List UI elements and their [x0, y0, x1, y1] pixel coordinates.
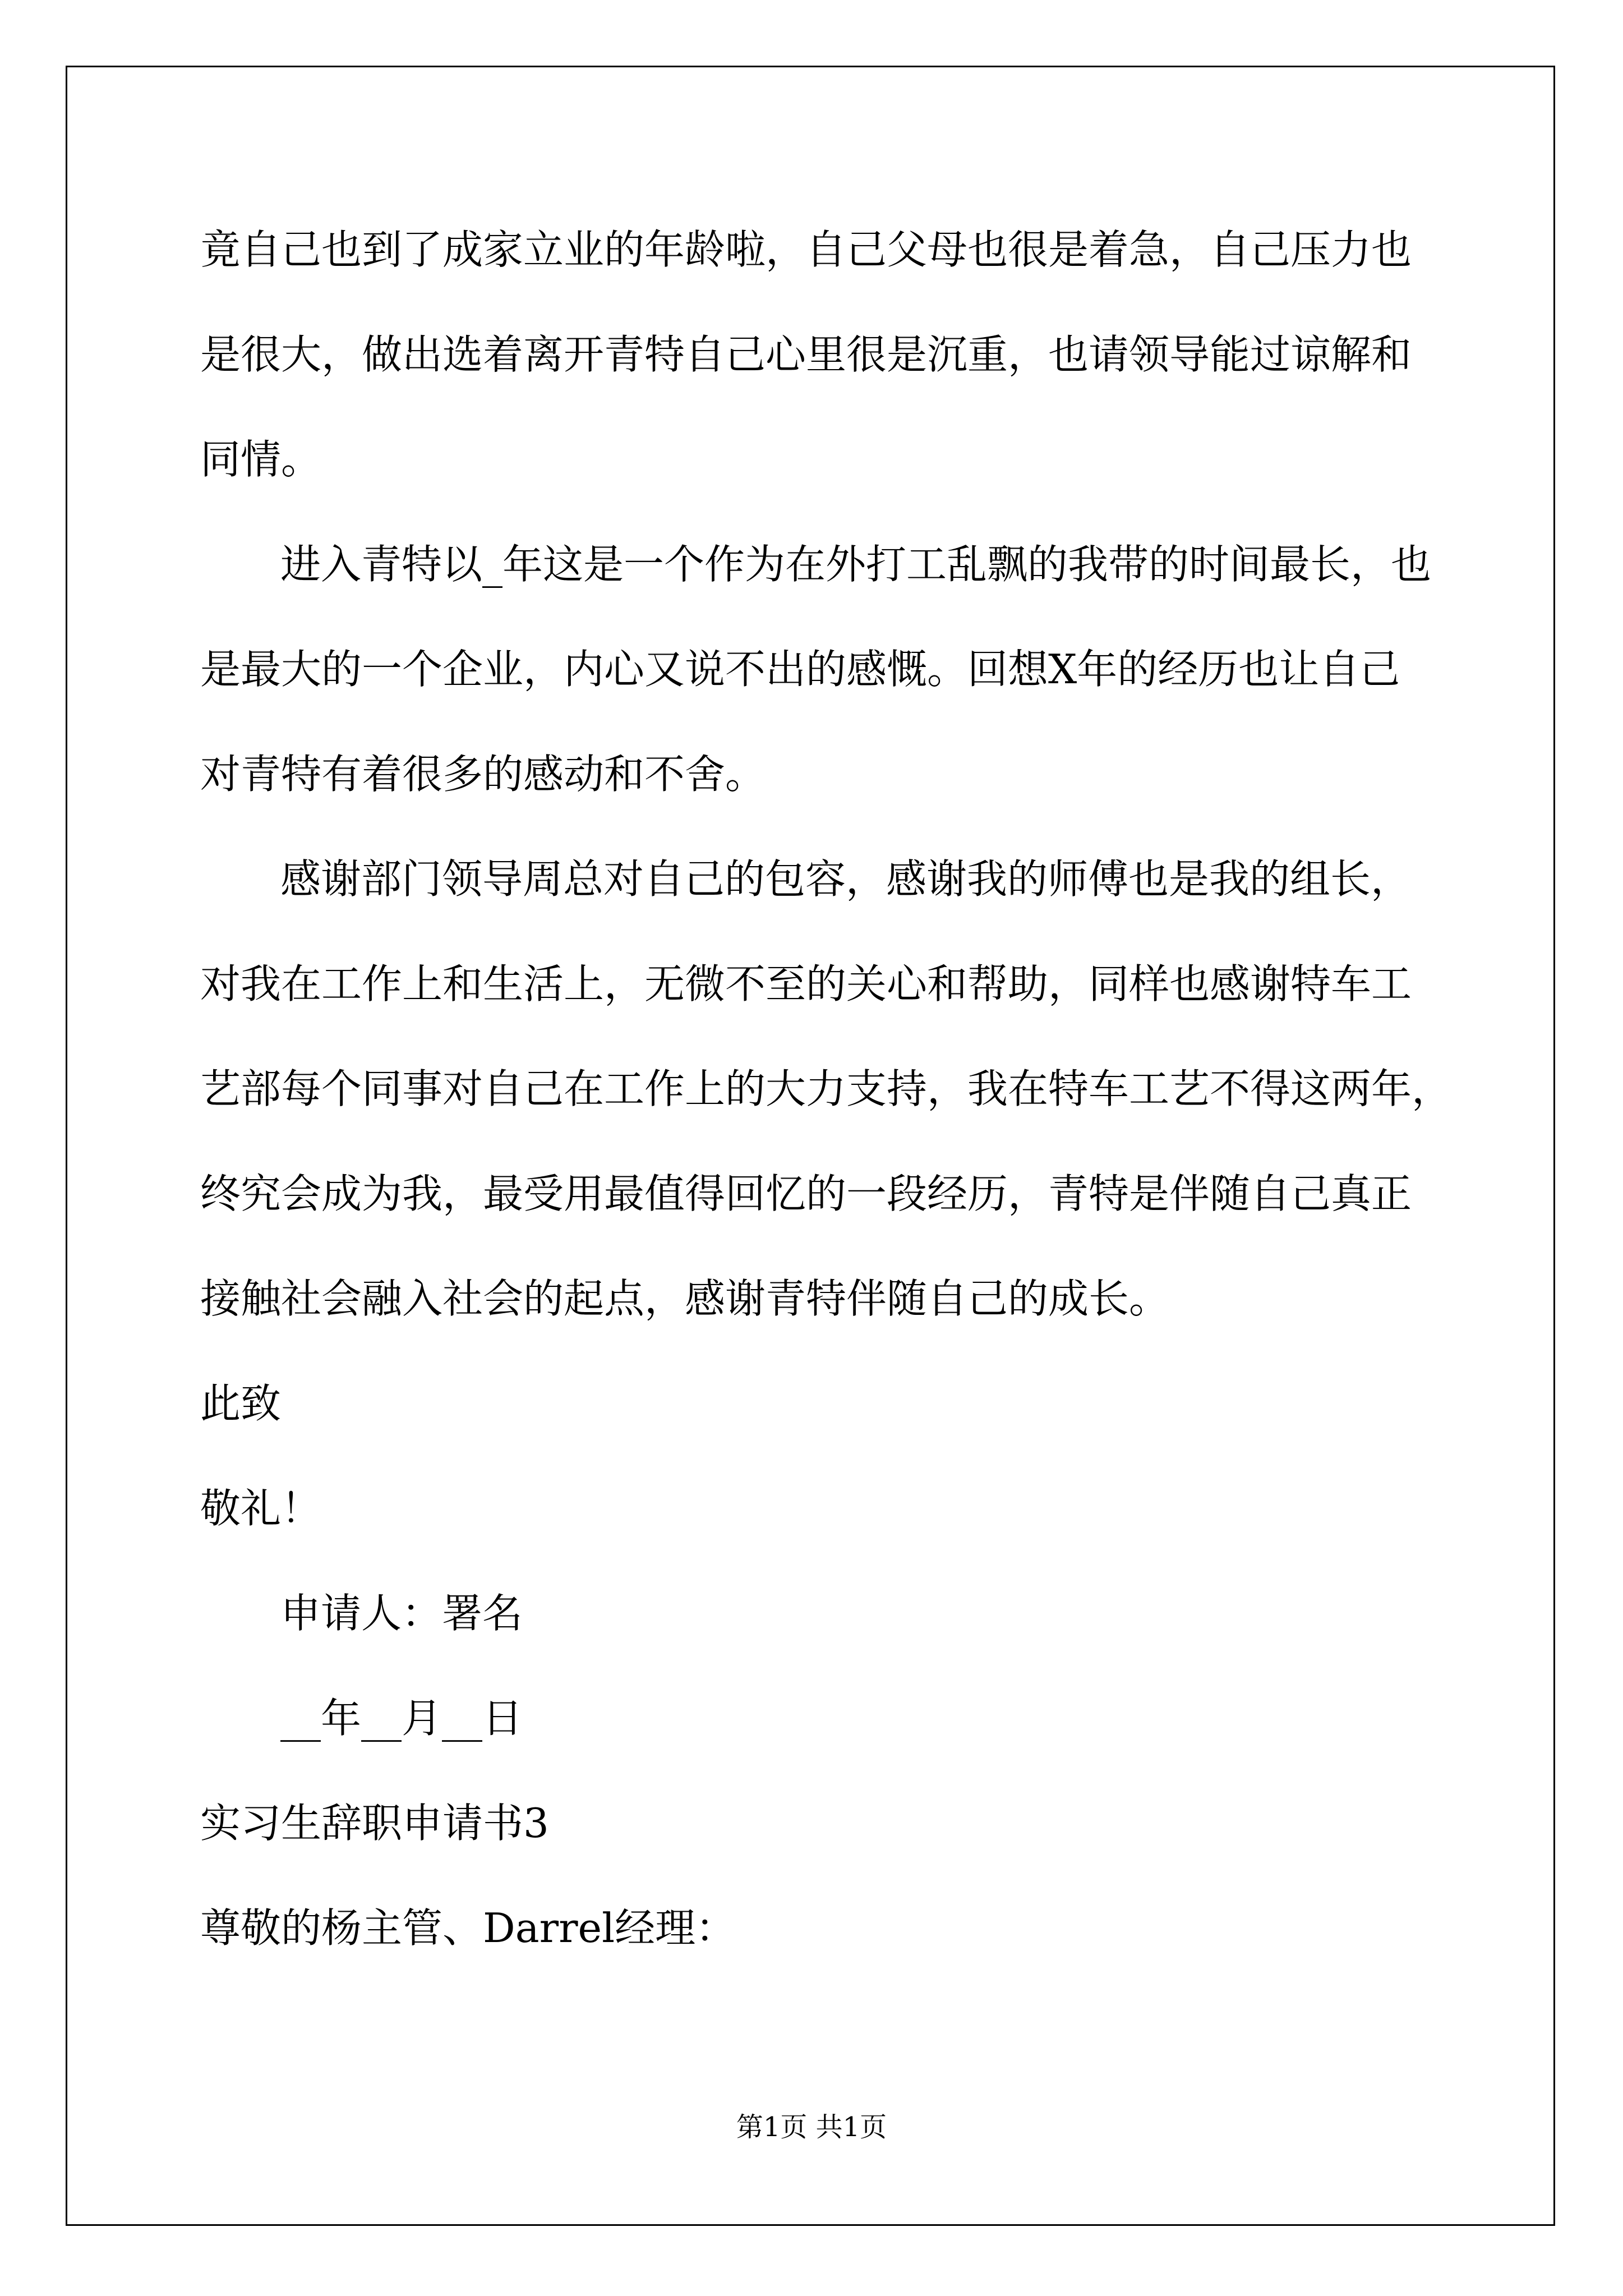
- page-frame: [66, 66, 1555, 2226]
- paragraph-3-line-5: 接触社会融入社会的起点，感谢青特伴随自己的成长。: [200, 1275, 1170, 1322]
- paragraph-1-line-2: 是很大，做出选着离开青特自己心里很是沉重，也请领导能过谅解和: [200, 331, 1412, 378]
- paragraph-2-line-3: 对青特有着很多的感动和不舍。: [200, 751, 766, 798]
- page-footer: 第1页 共1页: [736, 2111, 887, 2143]
- paragraph-1-line-3: 同情。: [200, 436, 322, 483]
- closing-line-1: 此致: [200, 1380, 282, 1427]
- paragraph-3-line-1: 感谢部门领导周总对自己的包容，感谢我的师傅也是我的组长，: [280, 855, 1412, 903]
- paragraph-2-line-1: 进入青特以_年这是一个作为在外打工乱飘的我带的时间最长，也: [280, 541, 1432, 588]
- paragraph-1-line-1: 竟自己也到了成家立业的年龄啦，自己父母也很是着急，自己压力也: [200, 226, 1412, 273]
- paragraph-2-line-2: 是最大的一个企业，内心又说不出的感慨。回想X年的经历也让自己: [200, 646, 1400, 693]
- paragraph-3-line-4: 终究会成为我，最受用最值得回忆的一段经历，青特是伴随自己真正: [200, 1170, 1412, 1217]
- signature-applicant: 申请人：署名: [280, 1590, 523, 1637]
- paragraph-3-line-2: 对我在工作上和生活上，无微不至的关心和帮助，同样也感谢特车工: [200, 960, 1412, 1007]
- closing-line-2: 敬礼！: [200, 1485, 322, 1532]
- signature-date: __年__月__日: [280, 1695, 523, 1742]
- paragraph-3-line-3: 艺部每个同事对自己在工作上的大力支持，我在特车工艺不得这两年，: [200, 1065, 1453, 1112]
- salutation: 尊敬的杨主管、Darrel经理：: [200, 1904, 736, 1952]
- next-document-title: 实习生辞职申请书3: [200, 1800, 549, 1847]
